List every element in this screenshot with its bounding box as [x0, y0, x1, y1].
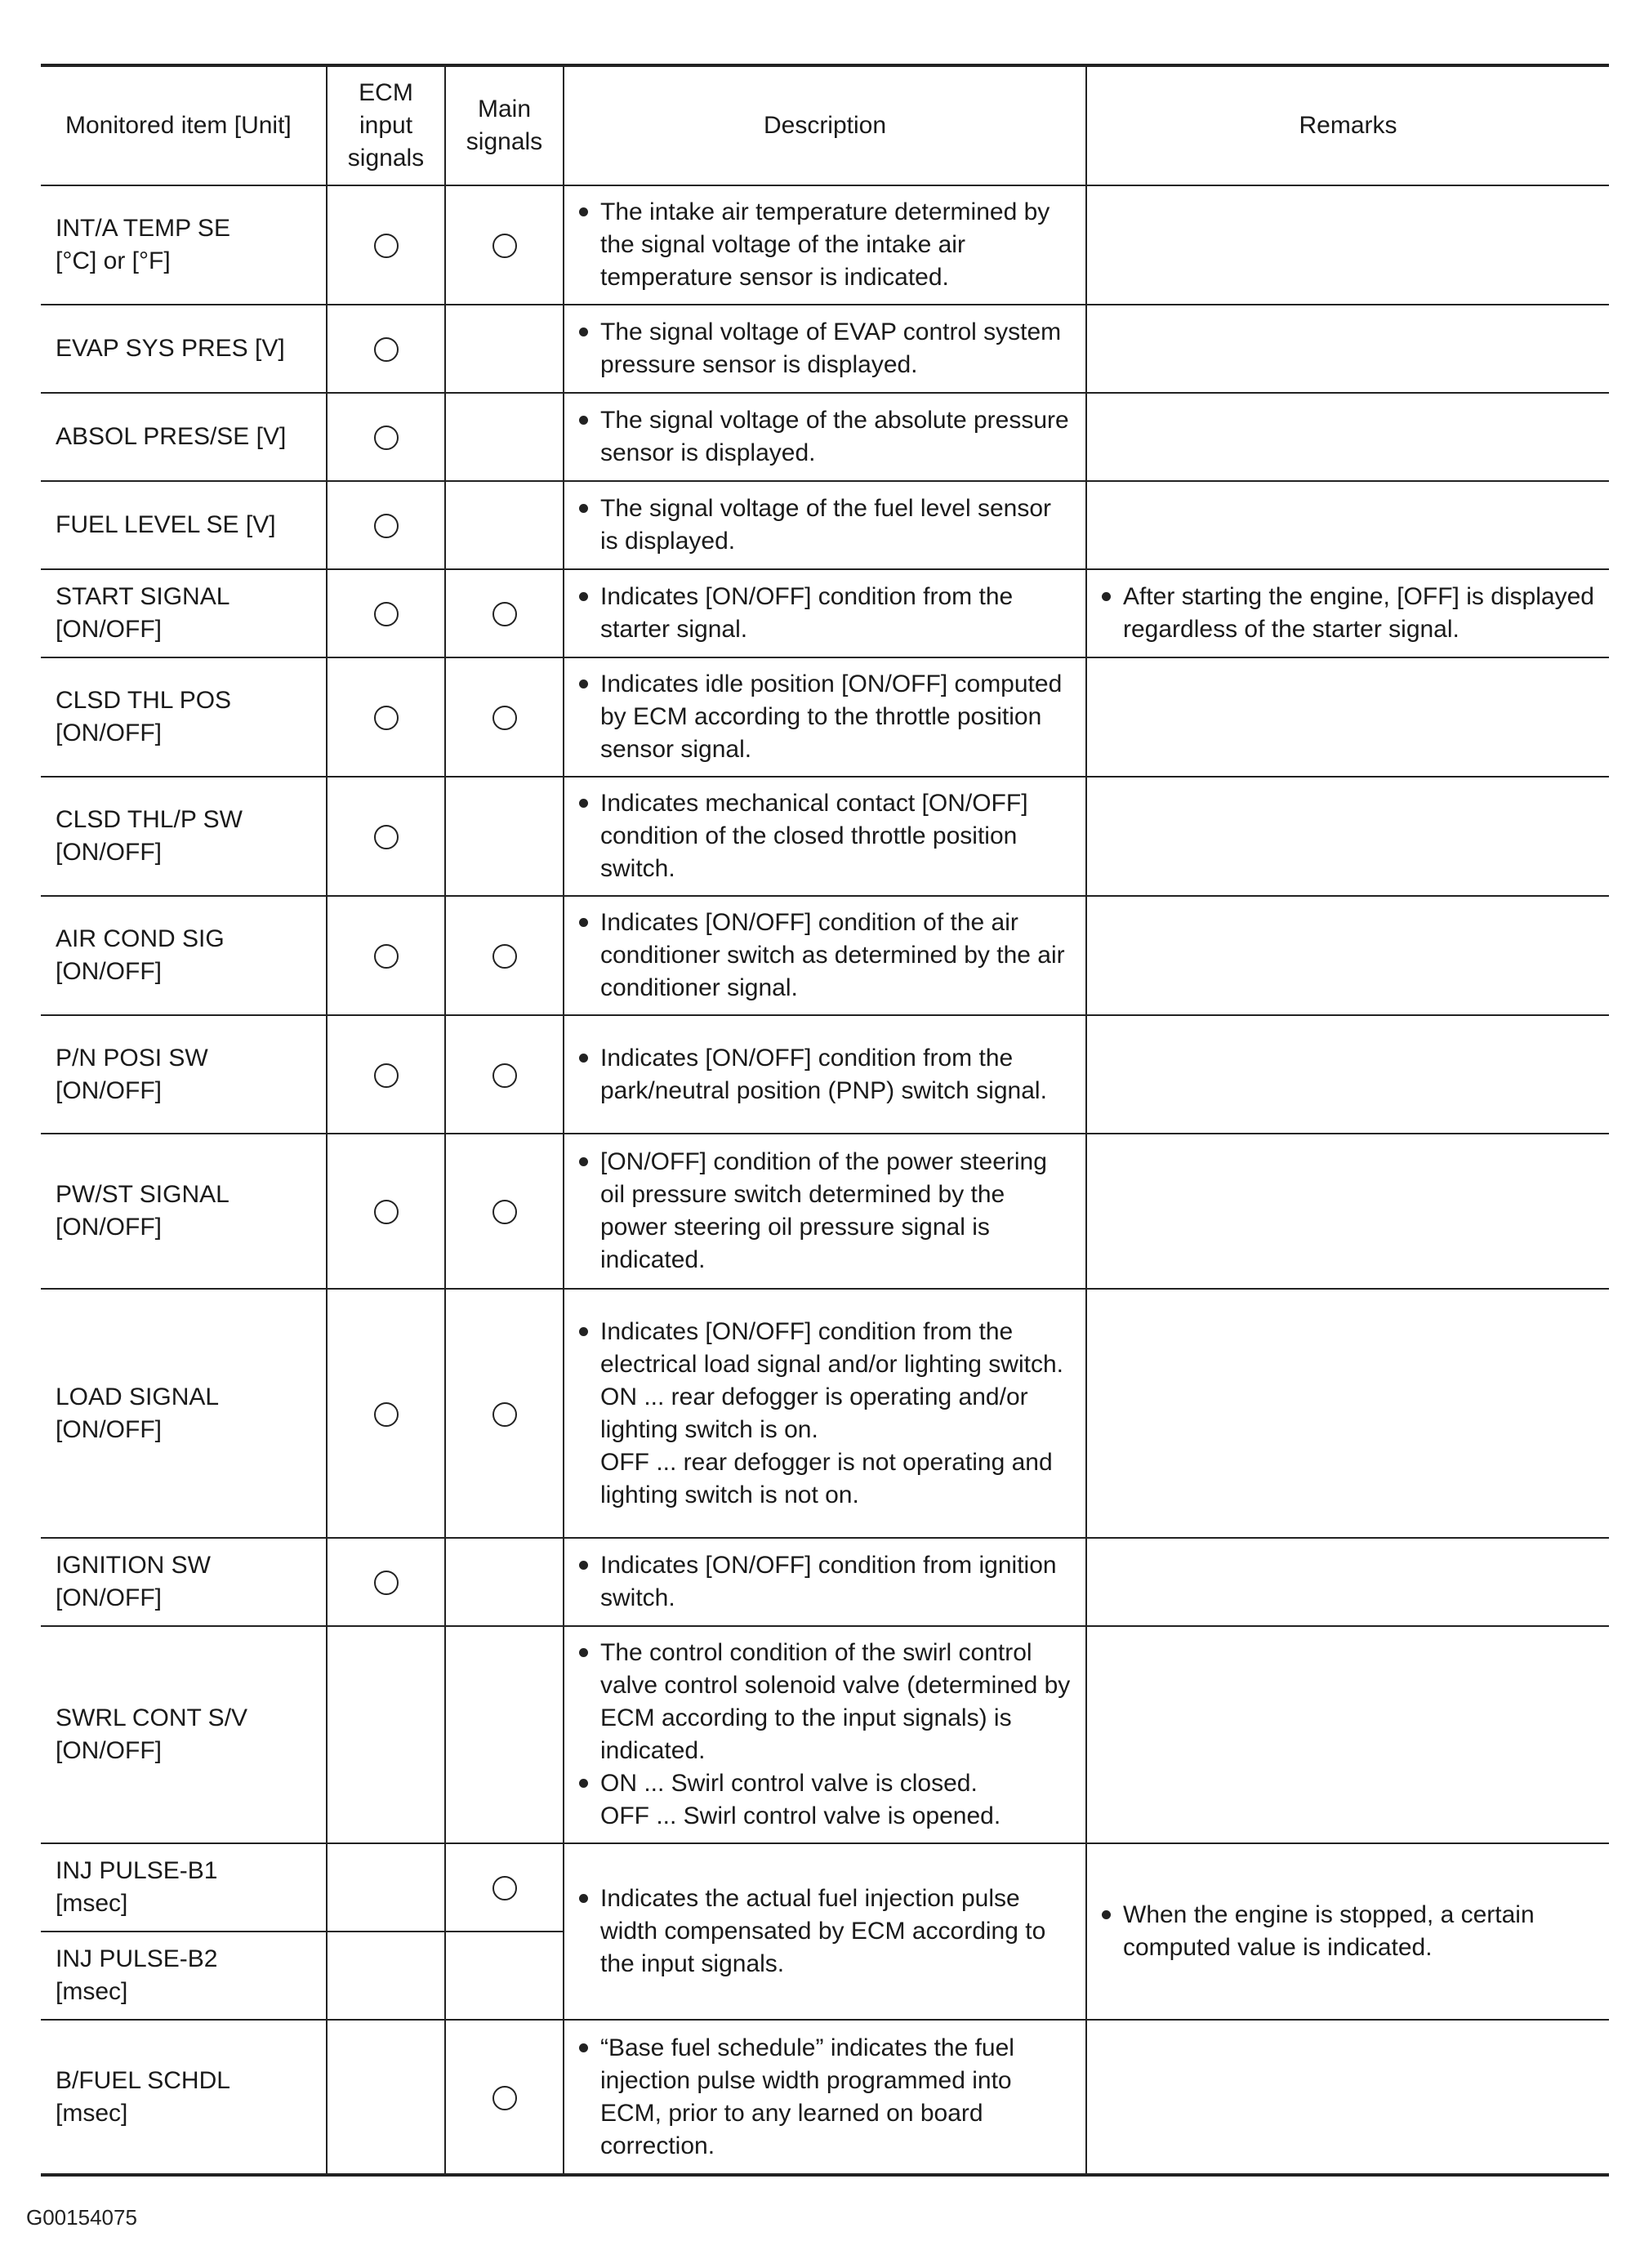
- table-row: [41, 569, 1609, 657]
- table-row: [41, 1134, 1609, 1289]
- ecm-input-mark-cell: [327, 2020, 445, 2175]
- table-row: [41, 305, 1609, 393]
- remark-bullet: After starting the engine, [OFF] is displayed regardless of the starter signal.: [1097, 581, 1598, 646]
- remarks-cell: [1086, 1626, 1609, 1843]
- ecm-input-mark-cell: [327, 1289, 445, 1538]
- table-row: [41, 393, 1609, 481]
- description-cell: [564, 1289, 1086, 1538]
- header-main-line: Main: [477, 96, 532, 123]
- description-cell: [564, 481, 1086, 569]
- main-signal-mark-cell: [445, 305, 564, 393]
- table-row: [41, 481, 1609, 569]
- table-row: [41, 1015, 1609, 1134]
- ecm-input-mark-cell: [327, 777, 445, 896]
- main-signal-mark-cell: [445, 1015, 564, 1134]
- remarks-cell: [1086, 2020, 1609, 2175]
- description-cell: [564, 185, 1086, 305]
- description-bullet: The signal voltage of the fuel level sensor is displayed.: [574, 492, 1074, 558]
- ecm-input-mark-cell: [327, 1538, 445, 1626]
- description-cell: [564, 2020, 1086, 2175]
- header-monitored-item: Monitored item [Unit]: [41, 65, 327, 185]
- monitored-item-cell: [41, 305, 327, 393]
- description-cell: [564, 1626, 1086, 1843]
- main-signal-mark-cell: [445, 1538, 564, 1626]
- remarks-cell: [1086, 777, 1609, 896]
- monitored-item-line: [ON/OFF]: [56, 616, 162, 643]
- main-signal-mark-cell: [445, 1289, 564, 1538]
- ecm-input-circle-icon: [374, 944, 399, 969]
- ecm-input-mark-cell: [327, 305, 445, 393]
- description-cell: [564, 1538, 1086, 1626]
- description-bullet: [ON/OFF] condition of the power steering oil pressure switch determined by the power steering oil pressure signal is indicated.: [574, 1146, 1074, 1277]
- remarks-cell: [1086, 1015, 1609, 1134]
- monitored-item-line: [ON/OFF]: [56, 720, 162, 746]
- main-signal-mark-cell: [445, 777, 564, 896]
- description-bullet: “Base fuel schedule” indicates the fuel injection pulse width programmed into ECM, prior to any learned on board correction.: [574, 2032, 1074, 2163]
- main-signal-mark-cell: [445, 2020, 564, 2175]
- main-signal-circle-icon: [492, 602, 517, 626]
- monitored-item-cell: [41, 896, 327, 1015]
- table-row: [41, 2020, 1609, 2175]
- monitored-item-line: [ON/OFF]: [56, 839, 162, 866]
- monitored-item-line: [ON/OFF]: [56, 958, 162, 985]
- description-bullet: The signal voltage of the absolute pressure sensor is displayed.: [574, 404, 1074, 470]
- monitored-item-cell: [41, 1932, 327, 2020]
- remarks-cell: [1086, 1134, 1609, 1289]
- monitored-item-line: [ON/OFF]: [56, 1737, 162, 1764]
- description-continuation: OFF ... Swirl control valve is opened.: [600, 1802, 1001, 1829]
- ecm-input-mark-cell: [327, 393, 445, 481]
- ecm-input-circle-icon: [374, 602, 399, 626]
- monitored-item-line: [msec]: [56, 2099, 128, 2127]
- main-signal-circle-icon: [492, 1200, 517, 1224]
- monitored-items-table: [41, 64, 1609, 2177]
- monitored-item-cell: [41, 1626, 327, 1843]
- main-signal-circle-icon: [492, 944, 517, 969]
- main-signal-mark-cell: [445, 1932, 564, 2020]
- description-continuation: OFF ... rear defogger is not operating and lighting switch is not on.: [600, 1448, 1053, 1508]
- figure-code: G00154075: [26, 2205, 137, 2230]
- monitored-item-line: P/N POSI SW: [56, 1044, 208, 1072]
- monitored-item-line: FUEL LEVEL SE [V]: [56, 511, 276, 538]
- monitored-item-line: B/FUEL SCHDL: [56, 2066, 230, 2094]
- remarks-cell: [1086, 896, 1609, 1015]
- ecm-input-circle-icon: [374, 1402, 399, 1427]
- main-signal-circle-icon: [492, 706, 517, 730]
- description-cell: [564, 777, 1086, 896]
- header-ecm-line: input: [359, 112, 413, 139]
- main-signal-circle-icon: [492, 1402, 517, 1427]
- description-continuation: ON ... rear defogger is operating and/or lighting switch is on.: [600, 1383, 1028, 1443]
- ecm-input-circle-icon: [374, 337, 399, 362]
- main-signal-circle-icon: [492, 234, 517, 258]
- remarks-cell: [1086, 1289, 1609, 1538]
- main-signal-circle-icon: [492, 2086, 517, 2110]
- monitored-item-line: LOAD SIGNAL: [56, 1383, 220, 1410]
- ecm-input-circle-icon: [374, 234, 399, 258]
- monitored-item-cell: [41, 1289, 327, 1538]
- description-cell: [564, 1843, 1086, 2020]
- header-ecm-line: ECM: [359, 79, 413, 106]
- remarks-cell: [1086, 393, 1609, 481]
- ecm-input-circle-icon: [374, 514, 399, 538]
- main-signal-mark-cell: [445, 1843, 564, 1932]
- ecm-input-circle-icon: [374, 1063, 399, 1088]
- description-cell: [564, 896, 1086, 1015]
- header-ecm-input-signals: [327, 65, 445, 185]
- main-signal-mark-cell: [445, 185, 564, 305]
- monitored-item-line: [msec]: [56, 1978, 128, 2005]
- monitored-item-cell: [41, 657, 327, 777]
- monitored-item-cell: [41, 481, 327, 569]
- table-row: [41, 185, 1609, 305]
- monitored-item-line: [msec]: [56, 1890, 128, 1917]
- main-signal-mark-cell: [445, 481, 564, 569]
- ecm-input-circle-icon: [374, 706, 399, 730]
- monitored-item-line: [°C] or [°F]: [56, 247, 171, 274]
- description-cell: [564, 1134, 1086, 1289]
- remarks-cell: [1086, 1843, 1609, 2020]
- monitored-item-line: [ON/OFF]: [56, 1076, 162, 1104]
- ecm-input-circle-icon: [374, 1200, 399, 1224]
- table-row: [41, 1538, 1609, 1626]
- monitored-item-line: [ON/OFF]: [56, 1584, 162, 1611]
- description-bullet: The intake air temperature determined by the signal voltage of the intake air temperature sensor is indicated.: [574, 196, 1074, 294]
- ecm-input-mark-cell: [327, 1015, 445, 1134]
- description-bullet: The control condition of the swirl control valve control solenoid valve (determined by ECM according to the input signals) is indicated.: [574, 1637, 1074, 1767]
- ecm-input-mark-cell: [327, 1626, 445, 1843]
- ecm-input-circle-icon: [374, 1571, 399, 1595]
- main-signal-circle-icon: [492, 1876, 517, 1900]
- monitored-item-line: INJ PULSE-B1: [56, 1857, 218, 1884]
- description-bullet: Indicates [ON/OFF] condition from the electrical load signal and/or lighting switch.: [574, 1316, 1074, 1381]
- monitored-item-line: INT/A TEMP SE: [56, 215, 230, 242]
- description-bullet: Indicates [ON/OFF] condition from the starter signal.: [574, 581, 1074, 646]
- header-remarks: Remarks: [1086, 65, 1609, 185]
- monitored-item-line: SWRL CONT S/V: [56, 1704, 248, 1731]
- monitored-item-line: EVAP SYS PRES [V]: [56, 335, 285, 362]
- header-ecm-line: signals: [347, 145, 425, 172]
- description-bullet: Indicates the actual fuel injection pulse width compensated by ECM according to the input signals.: [574, 1883, 1074, 1981]
- monitored-item-cell: [41, 1538, 327, 1626]
- remarks-cell: [1086, 1538, 1609, 1626]
- header-main-signals: [445, 65, 564, 185]
- header-main-line: signals: [466, 128, 543, 155]
- monitored-item-cell: [41, 1843, 327, 1932]
- table-header-row: [41, 65, 1609, 185]
- description-cell: [564, 1015, 1086, 1134]
- monitored-item-cell: [41, 185, 327, 305]
- description-bullet: ON ... Swirl control valve is closed.: [574, 1767, 1074, 1800]
- remark-bullet: When the engine is stopped, a certain computed value is indicated.: [1097, 1899, 1598, 1964]
- table-row: [41, 896, 1609, 1015]
- ecm-input-circle-icon: [374, 426, 399, 450]
- description-cell: [564, 305, 1086, 393]
- main-signal-mark-cell: [445, 657, 564, 777]
- monitored-item-line: ABSOL PRES/SE [V]: [56, 423, 287, 450]
- remarks-cell: [1086, 305, 1609, 393]
- monitored-item-cell: [41, 569, 327, 657]
- monitored-item-cell: [41, 1134, 327, 1289]
- ecm-input-mark-cell: [327, 1134, 445, 1289]
- description-bullet: Indicates mechanical contact [ON/OFF] condition of the closed throttle position switch.: [574, 787, 1074, 885]
- ecm-input-circle-icon: [374, 825, 399, 849]
- main-signal-mark-cell: [445, 1134, 564, 1289]
- description-bullet: Indicates [ON/OFF] condition from the park/neutral position (PNP) switch signal.: [574, 1042, 1074, 1107]
- monitored-item-line: [ON/OFF]: [56, 1415, 162, 1443]
- monitored-item-line: AIR COND SIG: [56, 925, 225, 952]
- description-cell: [564, 657, 1086, 777]
- ecm-input-mark-cell: [327, 481, 445, 569]
- monitored-item-line: CLSD THL/P SW: [56, 806, 243, 833]
- monitored-item-cell: [41, 777, 327, 896]
- monitored-item-cell: [41, 393, 327, 481]
- ecm-input-mark-cell: [327, 1932, 445, 2020]
- ecm-input-mark-cell: [327, 896, 445, 1015]
- monitored-item-line: [ON/OFF]: [56, 1214, 162, 1241]
- monitored-item-line: INJ PULSE-B2: [56, 1945, 218, 1972]
- description-bullet: Indicates idle position [ON/OFF] computed by ECM according to the throttle position sensor signal.: [574, 668, 1074, 766]
- main-signal-mark-cell: [445, 569, 564, 657]
- table-row: [41, 1626, 1609, 1843]
- table-body: [41, 185, 1609, 2175]
- main-signal-mark-cell: [445, 393, 564, 481]
- remarks-cell: [1086, 185, 1609, 305]
- description-bullet: Indicates [ON/OFF] condition of the air conditioner switch as determined by the air conditioner signal.: [574, 907, 1074, 1005]
- ecm-input-mark-cell: [327, 657, 445, 777]
- monitored-item-line: PW/ST SIGNAL: [56, 1181, 230, 1208]
- header-description: Description: [564, 65, 1086, 185]
- table-row: [41, 1843, 1609, 1932]
- description-cell: [564, 393, 1086, 481]
- main-signal-mark-cell: [445, 896, 564, 1015]
- table-row: [41, 657, 1609, 777]
- ecm-input-mark-cell: [327, 569, 445, 657]
- monitored-item-line: START SIGNAL: [56, 583, 230, 610]
- ecm-input-mark-cell: [327, 1843, 445, 1932]
- main-signal-mark-cell: [445, 1626, 564, 1843]
- remarks-cell: [1086, 657, 1609, 777]
- remarks-cell: [1086, 569, 1609, 657]
- table-row: [41, 777, 1609, 896]
- monitored-item-cell: [41, 2020, 327, 2175]
- signal-table-container: [41, 64, 1609, 2177]
- description-bullet: The signal voltage of EVAP control system pressure sensor is displayed.: [574, 316, 1074, 381]
- main-signal-circle-icon: [492, 1063, 517, 1088]
- table-row: [41, 1289, 1609, 1538]
- monitored-item-line: IGNITION SW: [56, 1552, 211, 1579]
- remarks-cell: [1086, 481, 1609, 569]
- monitored-item-line: CLSD THL POS: [56, 687, 232, 714]
- ecm-input-mark-cell: [327, 185, 445, 305]
- description-bullet: Indicates [ON/OFF] condition from ignition switch.: [574, 1549, 1074, 1615]
- description-cell: [564, 569, 1086, 657]
- monitored-item-cell: [41, 1015, 327, 1134]
